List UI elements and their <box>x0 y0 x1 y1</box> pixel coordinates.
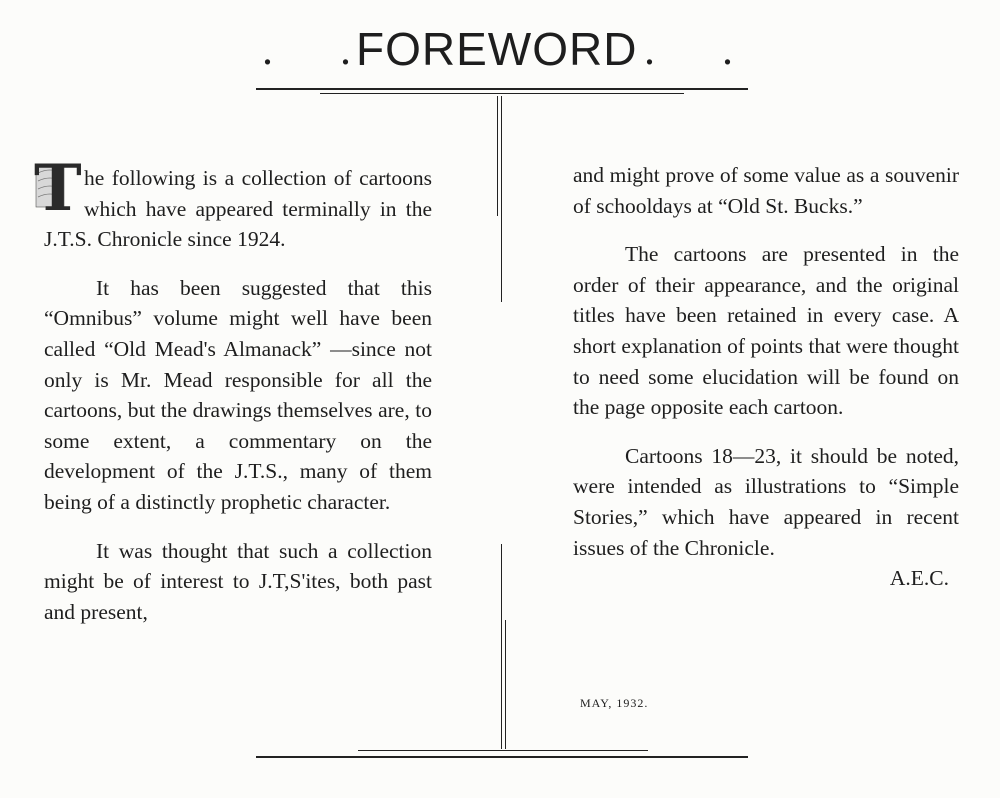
column-divider-lower <box>501 544 502 749</box>
column-divider-lower-2 <box>505 620 506 749</box>
bottom-rule-thin <box>358 750 648 751</box>
title-row <box>0 18 1000 78</box>
bottom-rule <box>256 756 748 758</box>
right-paragraph-2: The cartoons are presented in the order of their appearance, and the original titles have been retained in every case. A short explanation of points that were thought to need some elucidation will be found on the page opposite each cartoon. <box>573 242 959 420</box>
top-rule <box>256 88 748 90</box>
right-paragraph-3: Cartoons 18—23, it should be noted, were intended as illustrations to “Simple Stories,” which have appeared in recent issues of the Chronicle. <box>573 443 959 560</box>
left-column <box>34 151 432 645</box>
left-paragraph-3: It was thought that such a collection might be of interest to J.T,S'ites, both past and present, <box>44 538 432 624</box>
column-divider-upper-2 <box>501 96 502 302</box>
signature: A.E.C. <box>889 566 949 591</box>
left-paragraph-2: It has been suggested that this “Omnibus” volume might well have been called “Old Mead's Almanack” —since not only is Mr. Mead responsible for all the cartoons, but the drawings themselves are, to some extent, a commentary on the development of the J.T.S., many of them being of a distinctly prophetic character. <box>44 275 432 514</box>
title-dots-right: . . <box>644 25 761 74</box>
left-paragraph-1-text: he following is a collection of cartoons which have appeared terminally in the J.T.S. Chronicle since 1924. <box>44 166 432 252</box>
right-paragraph-1: and might prove of some value as a souvenir of schooldays at “Old St. Bucks.” <box>573 163 959 218</box>
dropcap <box>30 151 82 226</box>
page-title: FOREWORD <box>356 23 638 75</box>
dropcap-letter: T <box>34 151 82 226</box>
left-paragraph-1 <box>34 151 432 255</box>
date-line: MAY, 1932. <box>580 696 649 710</box>
top-rule-thin <box>320 93 684 94</box>
column-divider-upper <box>497 96 498 216</box>
title-dots-left: . . <box>262 25 379 74</box>
right-column <box>573 160 959 594</box>
